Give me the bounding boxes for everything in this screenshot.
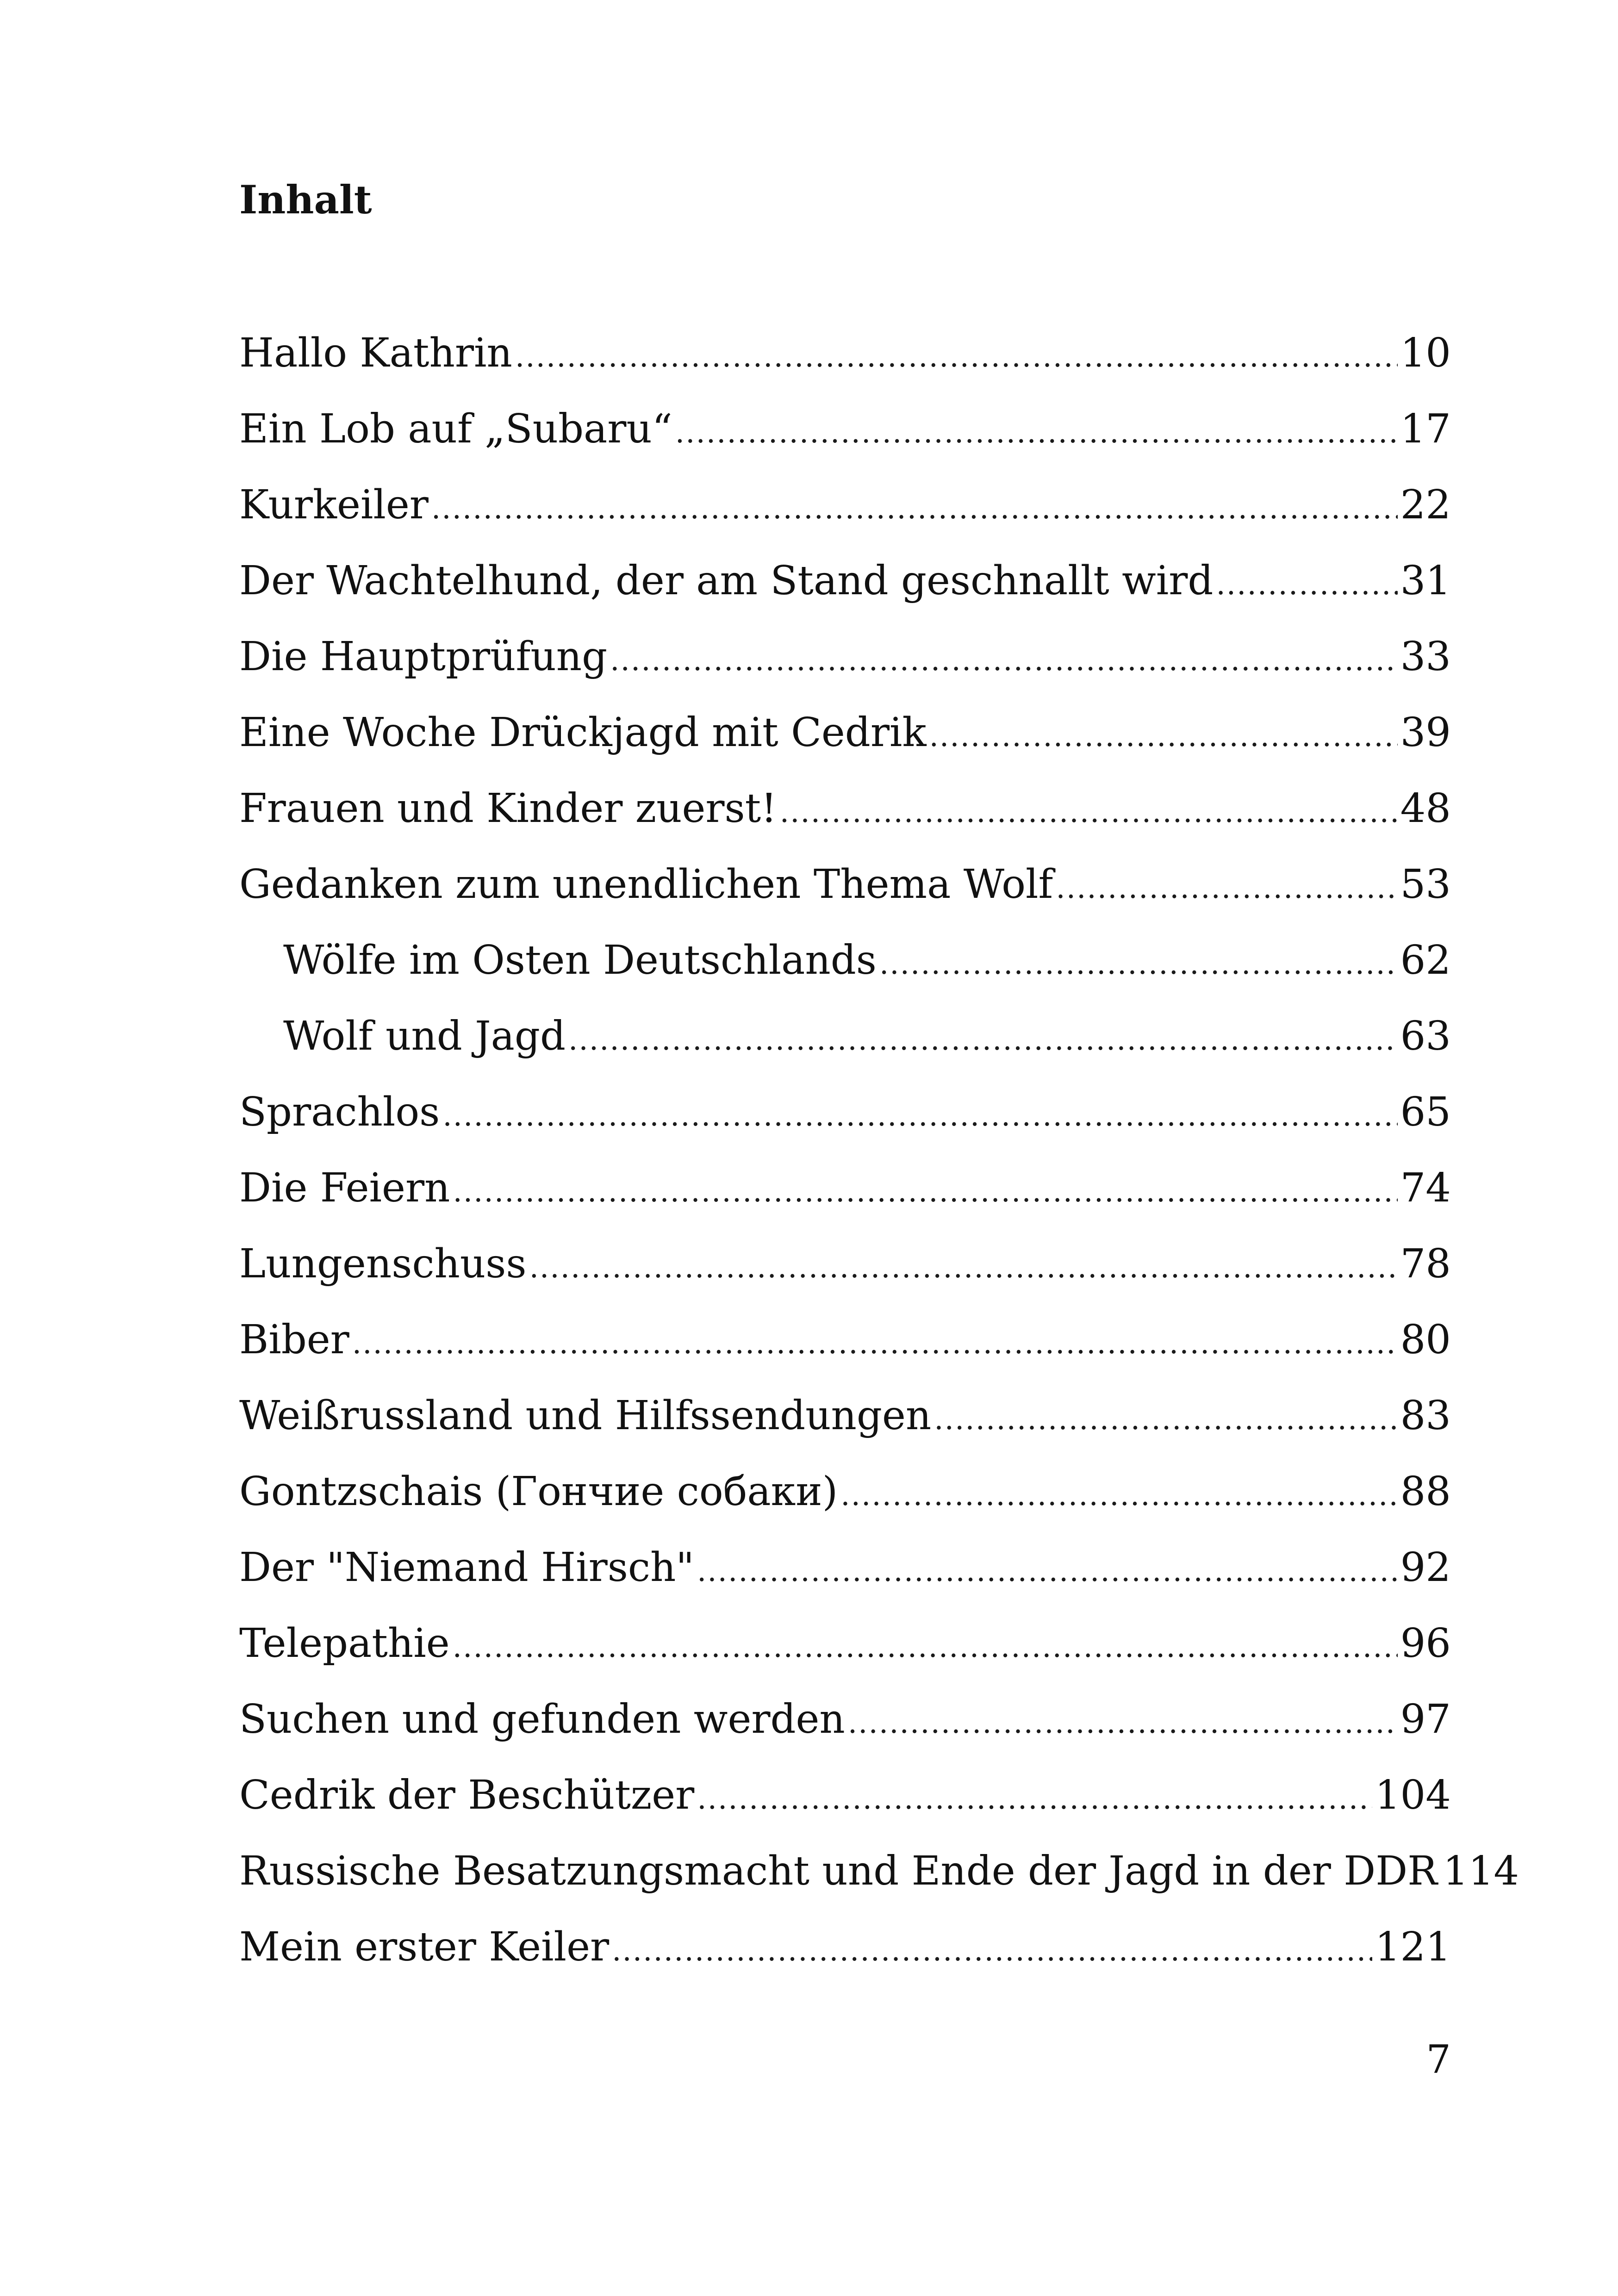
toc-entry-title: Kurkeiler <box>239 482 429 528</box>
dot-leader <box>442 1101 1397 1131</box>
toc-entry-title: Telepathie <box>239 1620 450 1667</box>
toc-entry <box>239 1468 1451 1548</box>
toc-entry-title: Frauen und Kinder zuerst! <box>239 785 777 832</box>
toc-entry-page: 74 <box>1400 1165 1451 1211</box>
toc-entry-title: Mein erster Keiler <box>239 1924 610 1970</box>
toc-entry-page: 62 <box>1400 937 1451 983</box>
toc-subentry <box>239 1013 1451 1092</box>
toc-entry <box>239 709 1451 789</box>
toc-entry <box>239 406 1451 485</box>
dot-leader <box>612 1936 1372 1966</box>
toc-entry <box>239 1696 1451 1775</box>
toc-entry-title: Eine Woche Drückjagd mit Cedrik <box>239 709 927 756</box>
toc-entry-title: Der "Niemand Hirsch" <box>239 1544 694 1591</box>
dot-leader <box>431 494 1398 523</box>
page-number: 7 <box>1426 2037 1451 2082</box>
toc-entry-page: 114 <box>1443 1848 1519 1894</box>
toc-subentry <box>239 937 1451 1016</box>
toc-entry-page: 104 <box>1375 1772 1451 1818</box>
toc-entry-title: Der Wachtelhund, der am Stand geschnallt wird <box>239 558 1214 604</box>
toc-entry-page: 33 <box>1400 634 1451 680</box>
dot-leader <box>879 949 1398 979</box>
toc-entry <box>239 482 1451 561</box>
toc-entry-title: Russische Besatzungsmacht und Ende der Jagd in der DDR <box>239 1848 1438 1894</box>
toc-entry <box>239 330 1451 409</box>
toc-entry-title: Suchen und gefunden werden <box>239 1696 845 1742</box>
toc-entry-title: Sprachlos <box>239 1089 440 1135</box>
toc-heading: Inhalt <box>239 177 372 223</box>
toc-entry-page: 97 <box>1400 1696 1451 1742</box>
dot-leader <box>568 1025 1398 1055</box>
dot-leader <box>840 1481 1397 1510</box>
toc-entry <box>239 1848 1519 1927</box>
toc-entry <box>239 1165 1451 1244</box>
toc-entry-page: 22 <box>1400 482 1451 528</box>
toc-entry <box>239 558 1451 637</box>
toc-entry-page: 121 <box>1375 1924 1451 1970</box>
toc-entry <box>239 1620 1451 1699</box>
toc-entry-title: Hallo Kathrin <box>239 330 512 376</box>
dot-leader <box>675 418 1398 448</box>
dot-leader <box>934 1405 1397 1434</box>
toc-entry <box>239 1393 1451 1472</box>
dot-leader <box>697 1784 1372 1814</box>
toc-entry-title: Gedanken zum unendlichen Thema Wolf <box>239 861 1053 908</box>
toc-entry-title: Biber <box>239 1317 349 1363</box>
toc-entry <box>239 1772 1451 1851</box>
dot-leader <box>780 797 1398 827</box>
toc-entry-page: 10 <box>1400 330 1451 376</box>
toc-entry <box>239 1089 1451 1168</box>
toc-entry <box>239 861 1451 940</box>
dot-leader <box>610 646 1397 675</box>
dot-leader <box>453 1632 1398 1662</box>
toc-entry-page: 48 <box>1400 785 1451 832</box>
toc-entry <box>239 634 1451 713</box>
toc-entry-title: Lungenschuss <box>239 1241 527 1287</box>
toc-entry-page: 65 <box>1400 1089 1451 1135</box>
toc-entry <box>239 1317 1451 1396</box>
toc-entry-title: Weißrussland und Hilfssendungen <box>239 1393 932 1439</box>
toc-entry-title: Gontzschais (Гончие собаки) <box>239 1468 838 1515</box>
toc-entry-page: 80 <box>1400 1317 1451 1363</box>
toc-entry <box>239 1241 1451 1320</box>
dot-leader <box>529 1253 1398 1282</box>
dot-leader <box>848 1708 1398 1738</box>
dot-leader <box>697 1556 1398 1586</box>
toc-entry-title: Wölfe im Osten Deutschlands <box>283 937 877 983</box>
toc-entry-page: 83 <box>1400 1393 1451 1439</box>
dot-leader <box>929 722 1398 751</box>
toc-entry-title: Die Hauptprüfung <box>239 634 608 680</box>
toc-entry <box>239 1924 1451 2003</box>
toc-entry-page: 92 <box>1400 1544 1451 1591</box>
table-of-contents <box>239 330 1519 2003</box>
toc-entry <box>239 1544 1451 1624</box>
dot-leader <box>352 1329 1398 1358</box>
toc-entry-page: 63 <box>1400 1013 1451 1059</box>
toc-entry-page: 17 <box>1400 406 1451 452</box>
dot-leader <box>453 1177 1397 1207</box>
toc-entry-title: Ein Lob auf „Subaru“ <box>239 406 672 452</box>
toc-entry-page: 31 <box>1400 558 1451 604</box>
toc-entry-title: Cedrik der Beschützer <box>239 1772 695 1818</box>
toc-entry-page: 96 <box>1400 1620 1451 1667</box>
toc-entry-page: 78 <box>1400 1241 1451 1287</box>
toc-entry-title: Wolf und Jagd <box>283 1013 566 1059</box>
toc-entry-title: Die Feiern <box>239 1165 450 1211</box>
toc-entry-page: 39 <box>1400 709 1451 756</box>
toc-entry-page: 88 <box>1400 1468 1451 1515</box>
toc-entry <box>239 785 1451 865</box>
dot-leader <box>1216 570 1397 599</box>
dot-leader <box>515 342 1398 372</box>
toc-entry-page: 53 <box>1400 861 1451 908</box>
dot-leader <box>1056 873 1397 903</box>
